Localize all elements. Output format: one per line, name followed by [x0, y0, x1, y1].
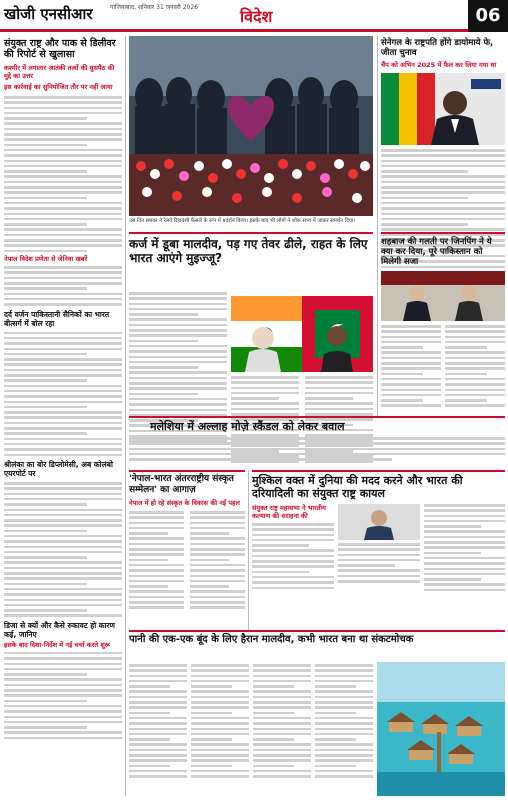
nepal-subhead: नेपाल में हो रहे संस्कृत के विकास की नई पहल: [129, 499, 240, 507]
masthead: [0, 0, 508, 32]
nepal-headline: 'नेपाल-भारत अंतरराष्ट्रीय संस्कृत सम्मेलन' का आगाज़: [129, 474, 234, 495]
pakistan-body-col2: [445, 325, 505, 410]
nepal-body-col2: [190, 511, 245, 612]
water-body-col1: [129, 664, 187, 781]
senegal-photo-illustration: [381, 73, 505, 145]
malaysia-rule: [129, 416, 505, 418]
left-column: [4, 38, 122, 742]
nepal-rule: [129, 470, 245, 472]
left-body-text-4: [4, 482, 122, 617]
dateline: गाजियाबाद, शनिवार 31 जनवरी 2026: [110, 4, 199, 11]
senegal-headline: सेनेगल के राष्ट्रपति होंगे डायोमाये फे, जीता चुनाव: [381, 38, 494, 58]
un-photo-illustration: [338, 504, 420, 540]
water-headline: पानी की एक-एक बूंद के लिए हैरान मालदीव, कभी भारत बना था संकटमोचक: [129, 634, 414, 645]
memorial-photo-caption: उस दिन सबका ने रेलवे रिहायशी फैसले के रूप में प्रदर्शन किया। इसके बाद भी लोगों ने शोक सभा में जाकर समर्थन दिया।: [129, 218, 356, 224]
un-body-col2: [338, 543, 420, 583]
un-body-col3: [424, 504, 505, 594]
senegal-subhead: चैंप को अभिन 2025 में फैल कर लिया गया था: [381, 61, 497, 69]
un-story: [252, 474, 505, 594]
water-body-col3: [253, 664, 311, 781]
pakistan-body-col1: [381, 325, 441, 410]
malaysia-headline: मलेशिया में अल्लाह मोज़े स्कैंडल को लेकर बवाल: [150, 420, 345, 433]
maldives-headline: कर्ज में डूबा मालदीव, पड़ गए तेवर ढीले, राहत के लिए भारत आएंगे मुइज्जू?: [129, 237, 368, 265]
pakistan-headline: शहबाज की गलती पर जिनपिंग ने ये क्या कर दिया, पूरे पाकिस्तान को मिलेगी सजा: [381, 237, 492, 267]
modi-muizzu-photo: [231, 296, 373, 372]
newspaper-brand: खोजी एनसीआर: [4, 5, 93, 23]
left-subhead-1: कश्मीर में लगातार आतंकी तत्वों की घुसपैठ की मुद्दे का उत्तर: [4, 64, 115, 80]
section-title: विदेश: [240, 7, 273, 26]
left-headline-3: श्रीलंका का बोर डिप्लोमेसी, अब कोलंबो एयरपोर्ट पर: [4, 460, 113, 479]
left-headline-2: दर्द वर्जन पाकिस्तानी सैनिकों का भारत बीत्सर्ग में बोल रहा: [4, 309, 110, 328]
nepal-divider: [248, 470, 249, 630]
water-rule: [129, 630, 505, 632]
senegal-president-photo: [381, 73, 505, 145]
left-subhead-3: नेपाल विदेश प्रणेता से जेनिवा खबरें: [4, 255, 88, 264]
un-subhead: संयुक्त राष्ट्र महासभा ने भारतीय कल्याण की सराहना की: [252, 504, 326, 520]
memorial-photo: [129, 36, 373, 216]
nepal-story: [129, 474, 245, 612]
main-story-rule: [129, 232, 373, 234]
column-divider-right: [377, 36, 378, 416]
water-body-col2: [191, 664, 249, 781]
maldives-resort-photo: [377, 662, 505, 796]
pakistan-photo-illustration: [381, 271, 505, 321]
resort-photo-illustration: [377, 662, 505, 796]
left-body-text-5: [4, 652, 122, 739]
malaysia-body-text: [129, 437, 505, 463]
left-body-text-3: [4, 332, 122, 456]
un-headline: मुश्किल वक्त में दुनिया की मदद करने और भारत की दरियादिली का संयुक्त राष्ट्र कायल: [252, 474, 463, 500]
pakistan-story-rule: [381, 232, 505, 234]
water-body-col4: [315, 664, 373, 781]
column-divider-left: [125, 36, 126, 796]
left-headline-4: डिजा से क्यों और कैसे रुकावट हो कारण कई, जानिए: [4, 620, 115, 639]
left-body-text-2: [4, 266, 122, 306]
left-subhead-2: इस कार्रवाई का सुनियोजित तौर पर नहीं आया: [4, 83, 113, 91]
left-subhead-4: इसके बाद दिशा-निर्देश में नई चर्चा करते शुरू: [4, 640, 110, 649]
leaders-photo-illustration: [231, 296, 373, 372]
un-rule: [252, 470, 505, 472]
pakistan-story: [381, 237, 505, 410]
un-body-col1: [252, 523, 334, 589]
page-number: 06: [468, 0, 508, 32]
nepal-body-col1: [129, 511, 184, 612]
memorial-photo-illustration: [129, 36, 373, 216]
shehbaz-jinping-photo: [381, 271, 505, 321]
left-body-text-1: [4, 96, 122, 252]
left-headline: संयुक्त राष्ट्र और पाक से डिलीवर की रिपोर्ट से खुलासा: [4, 38, 116, 60]
un-official-photo: [338, 504, 420, 540]
